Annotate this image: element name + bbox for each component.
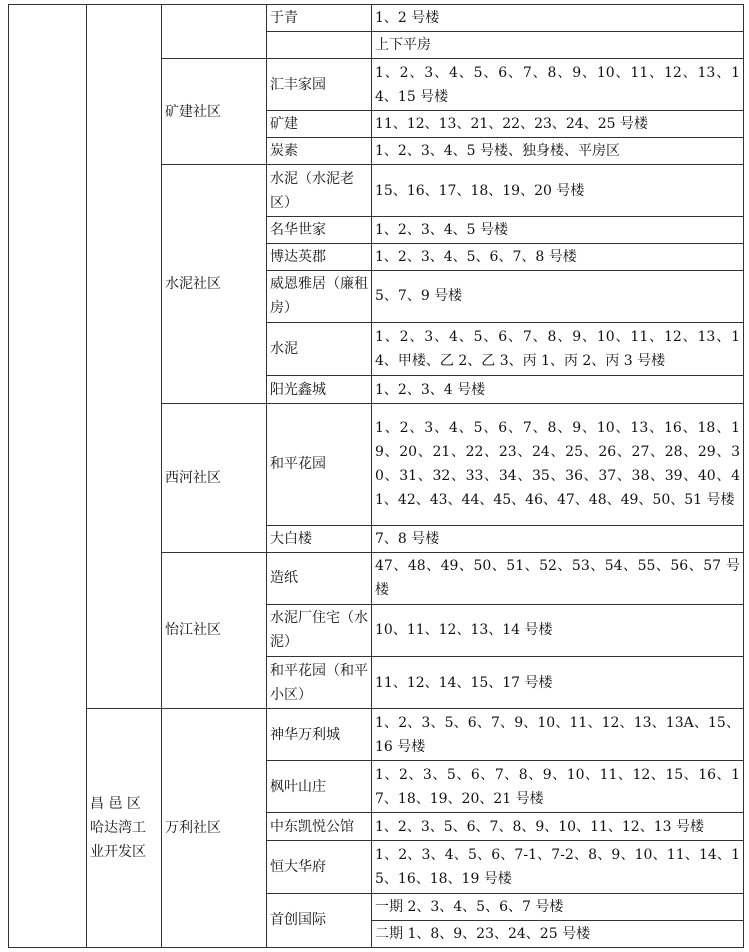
place-cell: 矿建: [267, 111, 372, 138]
place-cell: 威恩雅居（廉租房）: [267, 270, 372, 322]
buildings-cell: 上下平房: [372, 32, 744, 59]
place-cell: 名华世家: [267, 216, 372, 243]
place-cell: [267, 32, 372, 59]
place-cell: 恒大华府: [267, 841, 372, 893]
place-cell: 和平花园: [267, 404, 372, 525]
place-cell: 水泥: [267, 322, 372, 375]
place-cell: 炭素: [267, 138, 372, 165]
left-blank-cell: [9, 5, 87, 948]
place-cell: 于青: [267, 5, 372, 32]
buildings-cell: 5、7、9 号楼: [372, 270, 744, 322]
place-cell: 博达英郡: [267, 243, 372, 270]
buildings-cell: 1、2、3、4、5、6、7-1、7-2、8、9、10、11、14、15、16、18、19 号楼: [372, 841, 744, 893]
buildings-cell: 47、48、49、50、51、52、53、54、55、56、57 号楼: [372, 552, 744, 604]
place-cell: 水泥厂住宅（水泥）: [267, 604, 372, 656]
community-cell: 水泥社区: [162, 165, 267, 404]
community-cell: [162, 5, 267, 59]
buildings-cell: 1、2、3、4 号楼: [372, 376, 744, 404]
place-cell: 大白楼: [267, 525, 372, 552]
buildings-cell: 1、2、3、5、6、7、8、9、10、11、12、15、16、17、18、19、20、21 号楼: [372, 761, 744, 813]
buildings-cell: 1、2、3、5、6、7、8、9、10、11、12、13 号楼: [372, 813, 744, 841]
district-cell-upper: [87, 5, 162, 709]
buildings-cell: 1、2、3、5、6、7、9、10、11、12、13、13A、15、16 号楼: [372, 709, 744, 761]
place-cell: 水泥（水泥老区）: [267, 165, 372, 216]
housing-table: [8, 4, 744, 948]
buildings-cell: 1、2、3、4、5、6、7、8、9、10、11、12、13、14、15 号楼: [372, 59, 744, 111]
buildings-cell: 二期 1、8、9、23、24、25 号楼: [372, 920, 744, 947]
buildings-cell: 1、2 号楼: [372, 5, 744, 32]
place-cell: 阳光鑫城: [267, 376, 372, 404]
place-cell: 中东凯悦公馆: [267, 813, 372, 841]
buildings-cell: 1、2、3、4、5、6、7、8、9、10、13、16、18、19、20、21、22、23、24、25、26、27、28、29、30、31、32、33、34、35、36、37、38、39、40、41、42、43、44、45、46、47、48、49、50、51 号楼: [372, 404, 744, 525]
community-cell: 西河社区: [162, 404, 267, 552]
buildings-cell: 7、8 号楼: [372, 525, 744, 552]
buildings-cell: 一期 2、3、4、5、6、7 号楼: [372, 893, 744, 920]
place-cell: 首创国际: [267, 893, 372, 947]
buildings-cell: 11、12、14、15、17 号楼: [372, 656, 744, 708]
table-row: [9, 709, 744, 761]
buildings-cell: 1、2、3、4、5 号楼、独身楼、平房区: [372, 138, 744, 165]
buildings-cell: 15、16、17、18、19、20 号楼: [372, 165, 744, 216]
community-cell: 怡江社区: [162, 552, 267, 708]
place-cell: 造纸: [267, 552, 372, 604]
place-cell: 汇丰家园: [267, 59, 372, 111]
buildings-cell: 11、12、13、21、22、23、24、25 号楼: [372, 111, 744, 138]
community-cell: 万利社区: [162, 709, 267, 948]
buildings-cell: 10、11、12、13、14 号楼: [372, 604, 744, 656]
place-cell: 枫叶山庄: [267, 761, 372, 813]
district-cell: 昌 邑 区 哈达湾工业开发区: [87, 709, 162, 948]
table-row: [9, 5, 744, 32]
buildings-cell: 1、2、3、4、5 号楼: [372, 216, 744, 243]
buildings-cell: 1、2、3、4、5、6、7、8 号楼: [372, 243, 744, 270]
community-cell: 矿建社区: [162, 59, 267, 165]
place-cell: 和平花园（和平小区）: [267, 656, 372, 708]
place-cell: 神华万利城: [267, 709, 372, 761]
buildings-cell: 1、2、3、4、5、6、7、8、9、10、11、12、13、14、甲楼、乙 2、乙 3、丙 1、丙 2、丙 3 号楼: [372, 322, 744, 375]
